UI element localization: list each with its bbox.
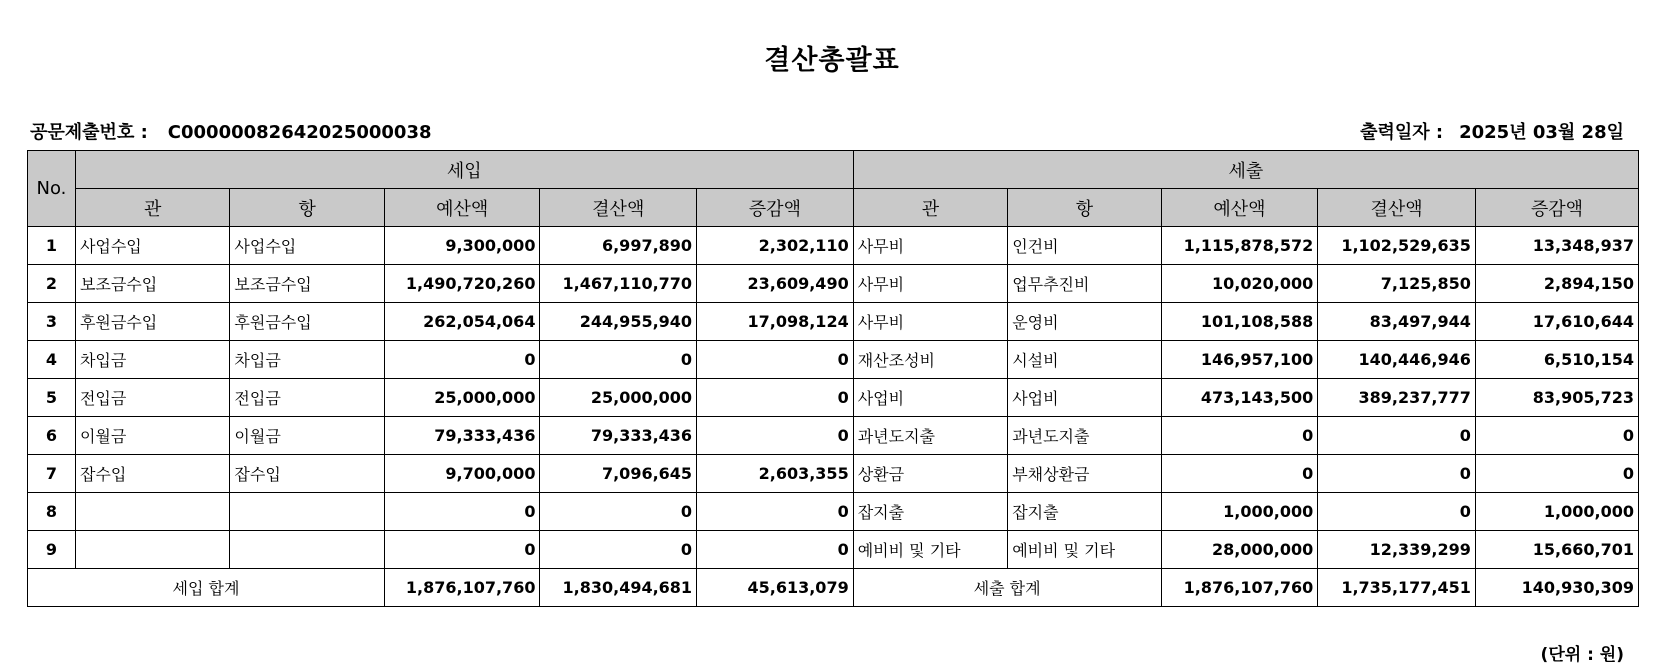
expense-settlement: 0 — [1318, 417, 1476, 455]
expense-settlement: 7,125,850 — [1318, 265, 1476, 303]
expense-hang: 예비비 및 기타 — [1008, 531, 1161, 569]
table-row — [28, 379, 1639, 417]
income-hang — [230, 531, 384, 569]
income-budget-header: 예산액 — [384, 189, 540, 227]
expense-budget: 146,957,100 — [1161, 341, 1318, 379]
expense-total-diff: 140,930,309 — [1475, 569, 1638, 607]
income-budget: 79,333,436 — [384, 417, 540, 455]
expense-total-label: 세출 합계 — [853, 569, 1161, 607]
income-gwan — [75, 531, 229, 569]
expense-budget: 28,000,000 — [1161, 531, 1318, 569]
expense-diff: 0 — [1475, 455, 1638, 493]
income-budget: 1,490,720,260 — [384, 265, 540, 303]
submission-number-label: 공문제출번호 : — [30, 122, 148, 143]
income-header: 세입 — [75, 151, 853, 189]
expense-diff: 15,660,701 — [1475, 531, 1638, 569]
table-row — [28, 265, 1639, 303]
income-gwan: 잡수입 — [75, 455, 229, 493]
income-gwan-header: 관 — [75, 189, 229, 227]
row-no: 5 — [28, 379, 76, 417]
income-settlement: 0 — [540, 493, 697, 531]
table-row — [28, 531, 1639, 569]
row-no: 2 — [28, 265, 76, 303]
print-date-label: 출력일자 : — [1360, 122, 1444, 143]
income-total-diff: 45,613,079 — [697, 569, 854, 607]
settlement-summary-table — [27, 150, 1639, 607]
income-settlement-header: 결산액 — [540, 189, 697, 227]
expense-gwan: 사무비 — [853, 227, 1007, 265]
income-budget: 9,300,000 — [384, 227, 540, 265]
income-diff: 2,603,355 — [697, 455, 854, 493]
expense-diff: 2,894,150 — [1475, 265, 1638, 303]
expense-settlement: 0 — [1318, 493, 1476, 531]
expense-hang: 운영비 — [1008, 303, 1161, 341]
income-total-settlement: 1,830,494,681 — [540, 569, 697, 607]
table-row — [28, 493, 1639, 531]
income-gwan: 전입금 — [75, 379, 229, 417]
income-settlement: 1,467,110,770 — [540, 265, 697, 303]
expense-gwan-header: 관 — [853, 189, 1007, 227]
income-budget: 0 — [384, 531, 540, 569]
income-diff: 0 — [697, 531, 854, 569]
row-no: 8 — [28, 493, 76, 531]
submission-number-value: C00000082642025000038 — [167, 122, 432, 143]
expense-diff: 1,000,000 — [1475, 493, 1638, 531]
expense-header: 세출 — [853, 151, 1638, 189]
expense-hang: 부채상환금 — [1008, 455, 1161, 493]
expense-gwan: 사무비 — [853, 303, 1007, 341]
expense-budget: 0 — [1161, 455, 1318, 493]
expense-gwan: 예비비 및 기타 — [853, 531, 1007, 569]
income-settlement: 0 — [540, 531, 697, 569]
table-row — [28, 455, 1639, 493]
income-hang: 잡수입 — [230, 455, 384, 493]
expense-gwan: 사무비 — [853, 265, 1007, 303]
expense-gwan: 상환금 — [853, 455, 1007, 493]
expense-total-budget: 1,876,107,760 — [1161, 569, 1318, 607]
expense-gwan: 재산조성비 — [853, 341, 1007, 379]
expense-budget: 473,143,500 — [1161, 379, 1318, 417]
income-diff: 23,609,490 — [697, 265, 854, 303]
income-budget: 0 — [384, 341, 540, 379]
income-hang: 후원금수입 — [230, 303, 384, 341]
expense-gwan: 과년도지출 — [853, 417, 1007, 455]
expense-hang: 과년도지출 — [1008, 417, 1161, 455]
expense-hang: 잡지출 — [1008, 493, 1161, 531]
expense-diff: 83,905,723 — [1475, 379, 1638, 417]
expense-budget-header: 예산액 — [1161, 189, 1318, 227]
income-hang: 전입금 — [230, 379, 384, 417]
income-gwan: 보조금수입 — [75, 265, 229, 303]
income-hang — [230, 493, 384, 531]
expense-diff: 13,348,937 — [1475, 227, 1638, 265]
row-no: 7 — [28, 455, 76, 493]
income-diff: 0 — [697, 379, 854, 417]
income-hang: 사업수입 — [230, 227, 384, 265]
income-gwan — [75, 493, 229, 531]
row-no: 1 — [28, 227, 76, 265]
expense-budget: 10,020,000 — [1161, 265, 1318, 303]
expense-settlement: 1,102,529,635 — [1318, 227, 1476, 265]
header-row-top — [28, 151, 1639, 189]
income-diff-header: 증감액 — [697, 189, 854, 227]
income-budget: 25,000,000 — [384, 379, 540, 417]
expense-settlement: 389,237,777 — [1318, 379, 1476, 417]
income-settlement: 244,955,940 — [540, 303, 697, 341]
income-gwan: 차입금 — [75, 341, 229, 379]
table-row — [28, 227, 1639, 265]
expense-budget: 101,108,588 — [1161, 303, 1318, 341]
row-no: 6 — [28, 417, 76, 455]
income-gwan: 후원금수입 — [75, 303, 229, 341]
expense-diff: 6,510,154 — [1475, 341, 1638, 379]
print-date — [1360, 118, 1624, 144]
expense-settlement: 0 — [1318, 455, 1476, 493]
income-budget: 262,054,064 — [384, 303, 540, 341]
expense-gwan: 잡지출 — [853, 493, 1007, 531]
income-budget: 9,700,000 — [384, 455, 540, 493]
header-row-sub — [28, 189, 1639, 227]
expense-diff-header: 증감액 — [1475, 189, 1638, 227]
income-diff: 0 — [697, 493, 854, 531]
expense-settlement-header: 결산액 — [1318, 189, 1476, 227]
totals-row — [28, 569, 1639, 607]
income-diff: 17,098,124 — [697, 303, 854, 341]
table-row — [28, 341, 1639, 379]
income-diff: 2,302,110 — [697, 227, 854, 265]
income-diff: 0 — [697, 341, 854, 379]
income-hang: 차입금 — [230, 341, 384, 379]
income-settlement: 7,096,645 — [540, 455, 697, 493]
expense-settlement: 140,446,946 — [1318, 341, 1476, 379]
expense-budget: 0 — [1161, 417, 1318, 455]
row-no: 4 — [28, 341, 76, 379]
expense-budget: 1,115,878,572 — [1161, 227, 1318, 265]
row-no: 9 — [28, 531, 76, 569]
expense-diff: 17,610,644 — [1475, 303, 1638, 341]
income-settlement: 79,333,436 — [540, 417, 697, 455]
income-budget: 0 — [384, 493, 540, 531]
income-hang: 이월금 — [230, 417, 384, 455]
income-settlement: 6,997,890 — [540, 227, 697, 265]
unit-note: (단위 : 원) — [1540, 645, 1624, 665]
income-hang: 보조금수입 — [230, 265, 384, 303]
page-title: 결산총괄표 — [764, 45, 900, 76]
expense-diff: 0 — [1475, 417, 1638, 455]
expense-hang: 사업비 — [1008, 379, 1161, 417]
expense-gwan: 사업비 — [853, 379, 1007, 417]
no-header: No. — [28, 151, 76, 227]
expense-hang: 인건비 — [1008, 227, 1161, 265]
income-diff: 0 — [697, 417, 854, 455]
income-gwan: 사업수입 — [75, 227, 229, 265]
print-date-value: 2025년 03월 28일 — [1459, 122, 1624, 143]
income-settlement: 25,000,000 — [540, 379, 697, 417]
expense-hang: 업무추진비 — [1008, 265, 1161, 303]
income-settlement: 0 — [540, 341, 697, 379]
expense-settlement: 83,497,944 — [1318, 303, 1476, 341]
income-total-label: 세입 합계 — [28, 569, 385, 607]
row-no: 3 — [28, 303, 76, 341]
income-total-budget: 1,876,107,760 — [384, 569, 540, 607]
expense-budget: 1,000,000 — [1161, 493, 1318, 531]
expense-total-settlement: 1,735,177,451 — [1318, 569, 1476, 607]
table-row — [28, 417, 1639, 455]
income-gwan: 이월금 — [75, 417, 229, 455]
expense-hang-header: 항 — [1008, 189, 1161, 227]
income-hang-header: 항 — [230, 189, 384, 227]
expense-hang: 시설비 — [1008, 341, 1161, 379]
expense-settlement: 12,339,299 — [1318, 531, 1476, 569]
table-row — [28, 303, 1639, 341]
submission-number — [30, 118, 432, 144]
